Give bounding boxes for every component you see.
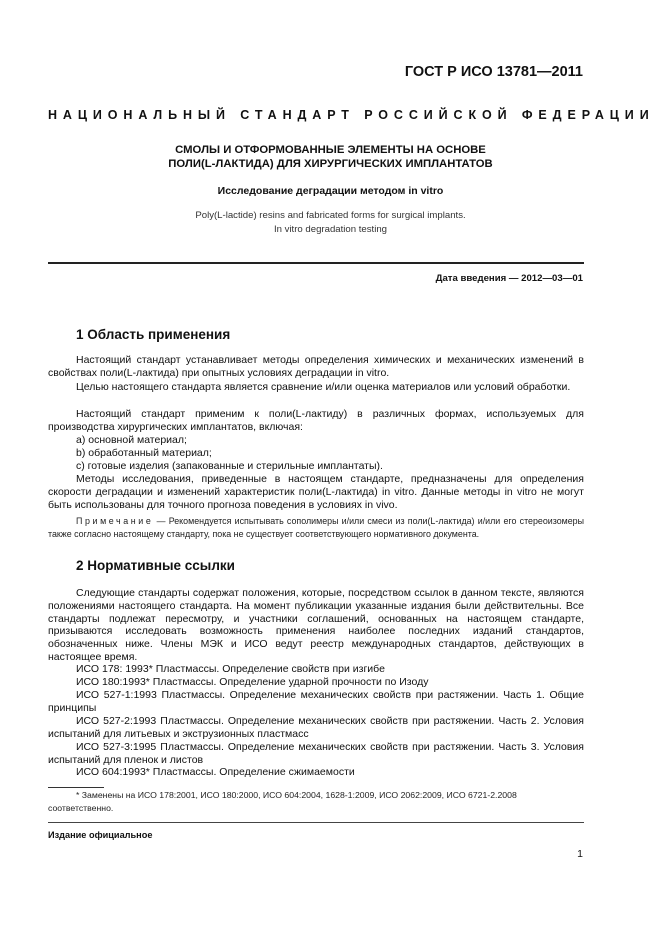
footnote: * Заменены на ИСО 178:2001, ИСО 180:2000, ИСО 604:2004, 1628-1:2009, ИСО 2062:2009, ИСО 6721-2.2008 соответственно. (48, 790, 517, 813)
section-2-heading: 2 Нормативные ссылки (76, 558, 235, 573)
section-1-paragraph: Методы исследования, приведенные в настоящем стандарте, предназначены для определения скорости деградации и изменений характеристик поли(L-лактида) in vitro. Данные методы in vitro не могут быть использованы для точного прогноза поведения в условиях in vivo. (48, 473, 584, 511)
note-text: — Рекомендуется испытывать сополимеры и/или смеси из поли(L-лактида) и/или его стереоизомеры также согласно настоящему стандарту, пока не существует соответствующего нормативного документа. (48, 516, 584, 539)
title-line-1: СМОЛЫ И ОТФОРМОВАННЫЕ ЭЛЕМЕНТЫ НА ОСНОВЕ (175, 144, 486, 156)
reference-item: ИСО 178: 1993* Пластмассы. Определение свойств при изгибе (76, 663, 385, 675)
reference-item: ИСО 527-2:1993 Пластмассы. Определение механических свойств при растяжении. Часть 2. Условия испытаний для литьевых и экструзионных пластмасс (48, 715, 584, 740)
edition-label: Издание официальное (48, 830, 153, 840)
page-number: 1 (577, 848, 583, 860)
section-2-paragraph: Следующие стандарты содержат положения, которые, посредством ссылок в данном тексте, являются положениями настоящего стандарта. На момент публикации указанные издания были действительны. Все стандарты подлежат пересмотру, и участники соглашений, основанных на настоящем стандарте, призываются исследовать возможность применения наиболее последних изданий стандартов, обозначенных ниже. Члены МЭК и ИСО ведут реестр международных стандартов, действующих в настоящее время. (48, 587, 584, 663)
footer-divider (48, 822, 584, 823)
title-line-2: ПОЛИ(L-ЛАКТИДА) ДЛЯ ХИРУРГИЧЕСКИХ ИМПЛАНТАТОВ (168, 158, 493, 170)
english-title-line-1: Poly(L-lactide) resins and fabricated forms for surgical implants. (195, 210, 466, 221)
reference-item: ИСО 527-1:1993 Пластмассы. Определение механических свойств при растяжении. Часть 1. Общие принципы (48, 689, 584, 714)
reference-item: ИСО 527-3:1995 Пластмассы. Определение механических свойств при растяжении. Часть 3. Условия испытаний для пленок и листов (48, 741, 584, 766)
national-standard-banner: НАЦИОНАЛЬНЫЙ СТАНДАРТ РОССИЙСКОЙ ФЕДЕРАЦИИ (48, 108, 655, 122)
section-1-paragraph: Настоящий стандарт применим к поли(L-лактиду) в различных формах, используемых для производства хирургических имплантатов, включая: (48, 408, 584, 433)
document-number: ГОСТ Р ИСО 13781—2011 (404, 64, 583, 80)
note (48, 515, 584, 541)
section-1-paragraph: Настоящий стандарт устанавливает методы определения химических и механических изменений в свойствах поли(L-лактида) при опытных условиях деградации in vitro. (48, 354, 584, 379)
section-1-heading: 1 Область применения (76, 327, 231, 342)
subtitle: Исследование деградации методом in vitro (217, 185, 444, 197)
footnote-divider (48, 787, 104, 788)
reference-item: ИСО 604:1993* Пластмассы. Определение сжимаемости (76, 766, 355, 778)
header-divider (48, 262, 584, 264)
list-item: b) обработанный материал; (76, 447, 212, 459)
reference-item: ИСО 180:1993* Пластмассы. Определение ударной прочности по Изоду (76, 676, 429, 688)
list-item: а) основной материал; (76, 434, 187, 446)
introduction-date: Дата введения — 2012—03—01 (435, 273, 583, 284)
section-1-paragraph: Целью настоящего стандарта является сравнение и/или оценка материалов или условий обработки. (76, 381, 571, 393)
note-label: Примечание (76, 516, 154, 526)
list-item: с) готовые изделия (запакованные и стерильные имплантаты). (76, 460, 383, 472)
english-title-line-2: In vitro degradation testing (273, 224, 388, 235)
